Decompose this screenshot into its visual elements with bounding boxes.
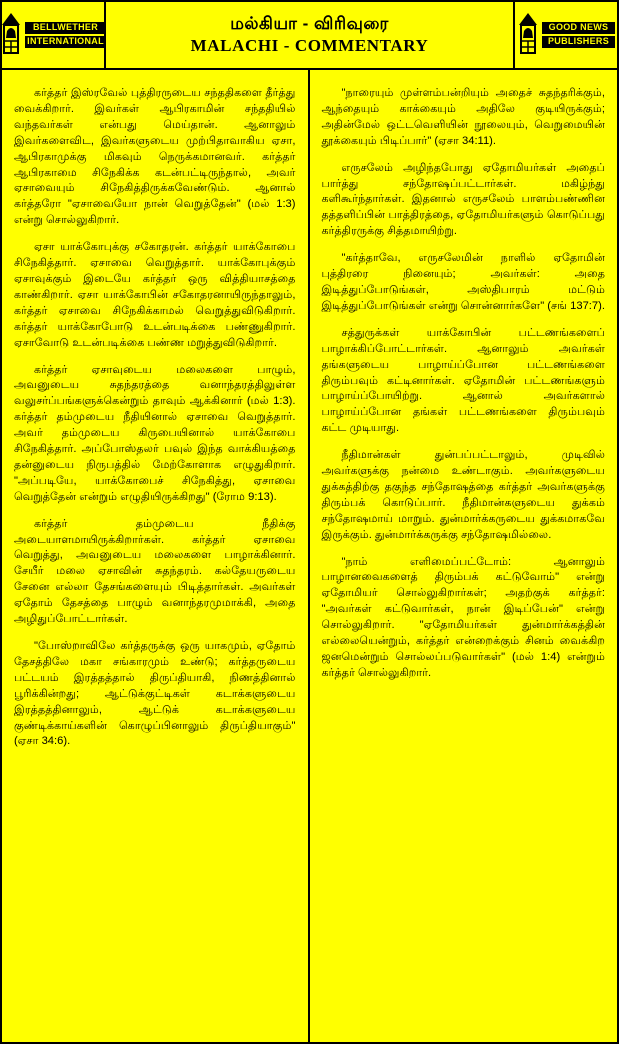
logo-inner-right xyxy=(517,11,615,60)
paragraph: "கர்த்தாவே, எருசலேமின் நாளில் ஏதோமின் புத்திரரை நினையும்; அவர்கள்: அதை இடித்துப்போடுங்கள், அஸ்திபாரம் மட்டும் இடித்துப்போடுங்கள் என்று சொன்னார்களே" (சங் 137:7). xyxy=(321,252,605,312)
good-news-publishers-logo xyxy=(513,2,617,68)
bell-tower-icon xyxy=(0,11,22,60)
logo-inner-left xyxy=(4,11,102,60)
bellwether-international-logo xyxy=(2,2,106,68)
right-column xyxy=(310,70,618,1042)
paragraph: கர்த்தர் ஏசாவுடைய மலைகளை பாழும், அவனுடைய சுதந்தரத்தை வனாந்தரத்திலுள்ள வலுசர்ப்பங்களுக்கென்றும் தாவும் ஆக்கினார் (மல் 1:3). கர்த்தர் தம்முடைய நீதியினால் ஏசாவை வெறுத்தார். அவர் தம்முடைய கிருபையினால் யாக்கோபை சிநேகித்தார். அப்போஸ்தலர் பவுல் இந்த வாக்கியத்தை தன்னுடைய நிருபத்தில் மேற்கோளாக எழுதுகிறார். "அப்படியே, யாக்கோபைச் சிநேகித்து, ஏசாவை வெறுத்தேன் என்றும் எழுதியிருக்கிறது" (ரோம 9:13). xyxy=(14,363,296,503)
bellwether-logo-words xyxy=(25,22,106,48)
paragraph: "நாரையும் முள்ளம்பன்றியும் அதைச் சுதந்தரிக்கும், ஆந்தையும் காக்கையும் அதிலே குடியிருக்கும்; அதின்மேல் ஒட்டவெளியின் நூலையும், வெறுமையின் தூக்கையும் பிடிப்பார்" (ஏசா 34:11). xyxy=(321,87,605,147)
logo-line-2: INTERNATIONAL xyxy=(27,36,104,46)
paragraph: எருசலேம் அழிந்தபோது ஏதோமியர்கள் அதைப் பார்த்து சந்தோஷப்பட்டார்கள். மகிழ்ந்து களிகூர்ந்தார்கள். இதனால் எருசலேம் பாளம்பண்ணின தத்தளிப்பின் பாத்திரத்தை, ஏதோமியர்களும் கொடுப்பது கர்த்திரருக்கு சித்தமாயிற்று. xyxy=(321,161,605,238)
paragraph: சத்துருக்கள் யாக்கோபின் பட்டணங்களைப் பாழாக்கிப்போட்டார்கள். ஆனாலும் அவர்கள் தங்களுடைய பாழாய்ப்போன பட்டணங்களை திரும்பவும் கட்டினார்கள். ஏதோமின் பட்டணங்களும் பாழாய்ப்போயிற்று. ஆனால் அவர்களால் பாழாய்ப்போன தங்கள் பட்டணங்களை திரும்பவும் கட்ட முடியாது. xyxy=(321,326,605,435)
left-column xyxy=(2,70,310,1042)
logo-line-1: BELLWETHER xyxy=(25,22,106,34)
paragraph: கர்த்தர் தம்முடைய நீதிக்கு அடையாளமாயிருக்கிறார்கள். கர்த்தர் ஏசாவை வெறுத்து, அவனுடைய மலைகளை பாழாக்கினார். சேயீர் மலை ஏசாவின் சுதந்தரம். கல்தேயருடைய சேனை எல்லா தேசங்களையும் பிடித்தார்கள். அவர்கள் ஏதோம் தேசத்தை பாழும் வனாந்தரமுமாக்கி, அதை அழிதுப்போட்டார்கள். xyxy=(14,517,296,626)
paragraph: "நாம் எளிமைப்பட்டோம்: ஆனாலும் பாழானவைகளைத் திரும்பக் கட்டுவோம்" என்று ஏதோமியர் சொல்லுகிறார்கள்; அதற்குக் கர்த்தர்: "அவர்கள் கட்டுவார்கள், நான் இடிப்பேன்" என்று சொல்லுகிறார். "ஏதோமியர்கள் துன்மார்க்கத்தின் எல்லையென்றும், கர்த்தர் என்றைக்கும் சினம் வைக்கிற ஜனமென்றும் சொல்லப்படுவார்கள்" (மல் 1:4) என்றும் கர்த்தர் சொல்லுகிறார். xyxy=(321,555,605,679)
logo-line-2: PUBLISHERS xyxy=(542,36,615,48)
paragraph: ஏசா யாக்கோபுக்கு சகோதரன். கர்த்தர் யாக்கோபை சிநேகித்தார். ஏசாவை வெறுத்தார். யாக்கோபுக்கும் ஏசாவுக்கும் இடையே கர்த்தர் ஒரு வித்தியாசத்தை காண்கிறார். ஏசா யாக்கோபின் சகோதரனாயிருந்தாலும், கர்த்தர் ஏசாவை சிநேகிக்காமல் வெறுத்துவிடுகிறார். கர்த்தர் யாக்கோபோடு உடன்படிக்கை பண்ணுகிறார். ஏசாவோடு உடன்படிக்கை பண்ண மறுத்துவிடுகிறார். xyxy=(14,241,296,349)
paragraph: கர்த்தர் இஸ்ரவேல் புத்திரருடைய சந்ததிகளை தீர்த்து வைக்கிறார். இவர்கள் ஆபிரகாமின் சந்ததியில் வந்தவர்கள் என்பது மெய்தான். ஆனாலும் இவர்களைவிட, இவர்களுடைய முற்பிதாவாகிய ஏசா, ஆபிரகாமுக்கு மிகவும் நெருக்கமானவர். கர்த்தர் ஆபிரகாமை சிநேகிக்க கடன்பட்டிருந்தால், அவர் ஏசாவையும் சிநேகித்திருக்கவேண்டும். ஆனால் கர்த்தரோ "ஏசாவையோ நான் வெறுத்தேன்" (மல் 1:3) என்று சொல்லுகிறார். xyxy=(14,87,296,227)
good-news-logo-words xyxy=(542,22,615,48)
page-header xyxy=(2,2,617,70)
paragraph: நீதிமான்கள் துன்பப்பட்டாலும், முடிவில் அவர்களுக்கு நன்மை உண்டாகும். அவர்களுடைய துக்கத்திற்கு தகுந்த சந்தோஷத்தை கர்த்தர் அவர்களுக்கு திரும்பக் கொடுப்பார். நீதிமான்களுடைய துக்கம் சந்தோஷமாய் மாறும். துன்மார்க்கருடைய துக்கமாகவே இருக்கும். துன்மார்க்கருக்கு சந்தோஷமில்லை. xyxy=(321,449,605,541)
title-block xyxy=(106,2,513,68)
page-title-english: MALACHI - COMMENTARY xyxy=(190,35,429,55)
page-title-tamil: மல்கியா - விரிவுரை xyxy=(230,13,389,33)
body-columns xyxy=(2,70,617,1042)
logo-line-1: GOOD NEWS xyxy=(542,22,615,34)
bell-tower-icon xyxy=(517,11,539,60)
paragraph: "போஸ்றாவிலே கர்த்தருக்கு ஒரு யாகமும், ஏதோம் தேசத்திலே மகா சங்காரமும் உண்டு; கர்த்தருடைய பட்டயம் இரத்தத்தால் திருப்தியாகி, நிணத்தினால் பூரிக்கின்றது; ஆட்டுக்குட்டிகள் கடாக்களுடைய இரத்தத்தினாலும், ஆட்டுக் கடாக்களுடைய குண்டிக்காய்களின் கொழுப்பினாலும் திருப்தியாகும்" (ஏசா 34:6). xyxy=(14,640,296,748)
